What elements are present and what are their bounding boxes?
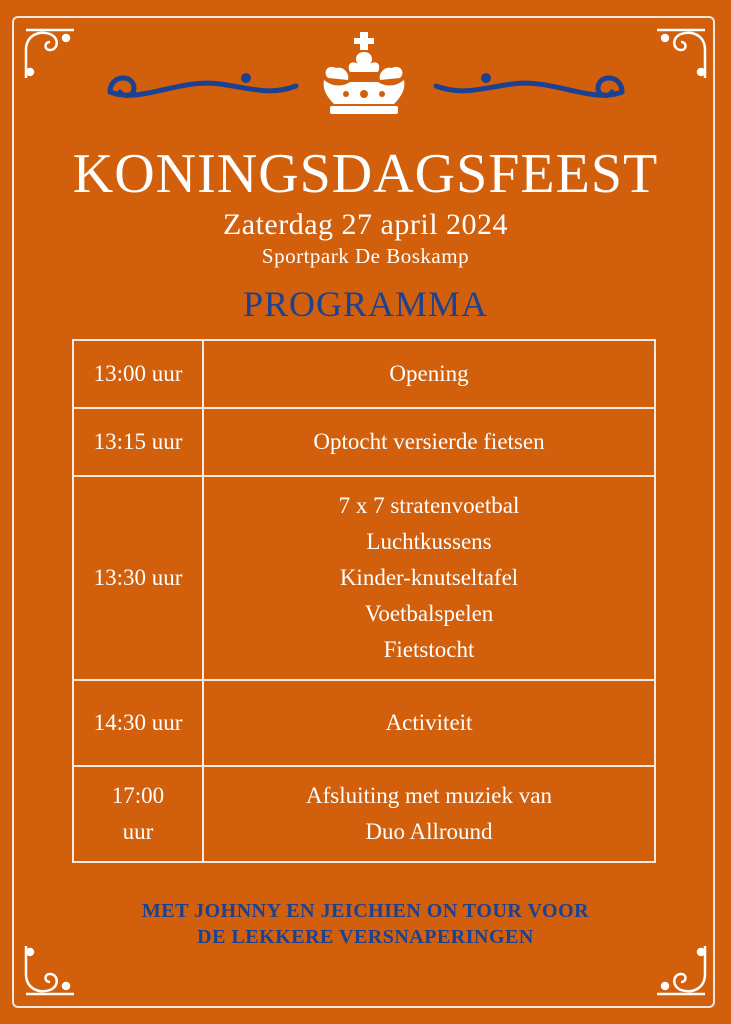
- crown-icon: [314, 30, 414, 116]
- flourish-right-icon: [432, 62, 632, 112]
- activity-line: Fietstocht: [383, 637, 475, 662]
- flourish-left-icon: [100, 62, 300, 112]
- table-row: [73, 340, 655, 408]
- activity-line: Activiteit: [385, 710, 473, 735]
- footer-note: [0, 898, 731, 950]
- event-date: Zaterdag 27 april 2024: [222, 208, 509, 241]
- schedule-table: [72, 339, 656, 863]
- activity-cell: [203, 680, 655, 766]
- activity-line: 7 x 7 stratenvoetbal: [338, 493, 520, 518]
- event-venue: Sportpark De Boskamp: [261, 244, 470, 268]
- activity-cell: [203, 408, 655, 476]
- activity-line: Luchtkussens: [366, 529, 492, 554]
- time-cell: 14:30 uur: [73, 680, 203, 766]
- table-row: [73, 476, 655, 680]
- activity-line: Kinder-knutseltafel: [339, 565, 519, 590]
- time-cell: 13:15 uur: [73, 408, 203, 476]
- time-cell: 13:30 uur: [73, 476, 203, 680]
- time-line: 17:00: [111, 783, 165, 808]
- activity-line: Duo Allround: [365, 819, 493, 844]
- activity-line: Opening: [389, 361, 469, 386]
- time-cell: 13:00 uur: [73, 340, 203, 408]
- footer-line: DE LEKKERE VERSNAPERINGEN: [197, 926, 534, 948]
- activity-cell: [203, 476, 655, 680]
- activity-cell: [203, 766, 655, 862]
- time-line: uur: [122, 819, 154, 844]
- activity-line: Afsluiting met muziek van: [306, 783, 552, 808]
- corner-ornament-top-right: [651, 24, 711, 84]
- table-row: [73, 408, 655, 476]
- program-heading: PROGRAMMA: [242, 284, 489, 324]
- footer-line: MET JOHNNY EN JEICHIEN ON TOUR VOOR: [141, 900, 590, 922]
- time-cell: [73, 766, 203, 862]
- table-row: [73, 680, 655, 766]
- activity-cell: [203, 340, 655, 408]
- activity-line: Voetbalspelen: [364, 601, 494, 626]
- corner-ornament-top-left: [20, 24, 80, 84]
- event-title: KONINGSDAGSFEEST: [72, 143, 659, 205]
- table-row: [73, 766, 655, 862]
- activity-line: Optocht versierde fietsen: [313, 429, 545, 454]
